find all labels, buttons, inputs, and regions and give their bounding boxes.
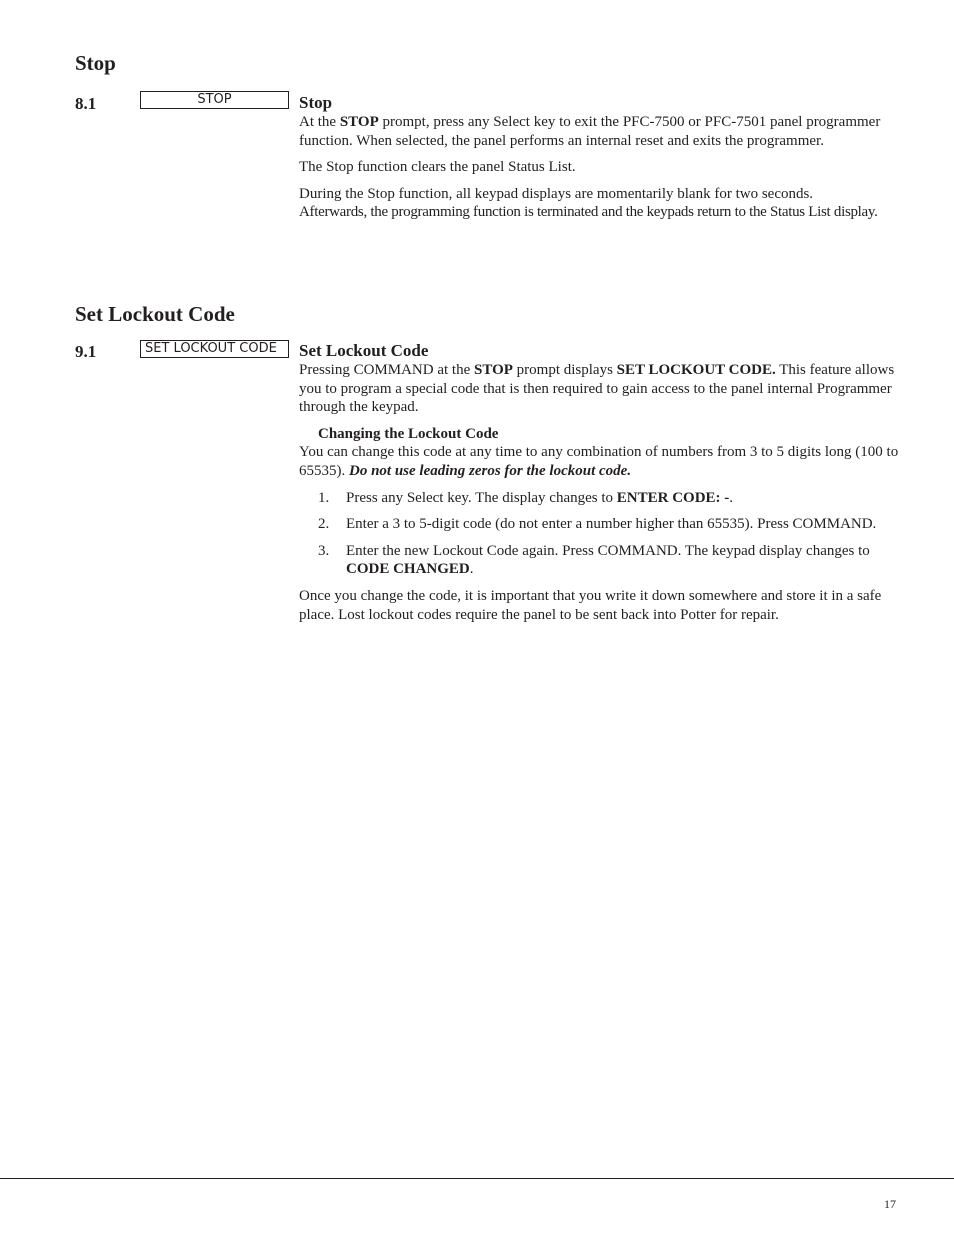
section-number-8-1: 8.1 <box>75 94 97 113</box>
lockout-paragraph-2: You can change this code at any time to any combination of numbers from 3 to 5 digits long (100 to 65535). Do not use leading zeros for the lockout code. <box>299 444 899 479</box>
section-heading-set-lockout-code: Set Lockout Code <box>75 302 235 326</box>
footer-rule <box>0 1178 954 1179</box>
keypad-display-stop: STOP <box>140 91 289 109</box>
lockout-paragraph-3: Once you change the code, it is important that you write it down somewhere and store it in a safe place. Lost lockout codes require the panel to be sent back into Potter for repair. <box>299 587 882 623</box>
subsection-title-set-lockout-code: Set Lockout Code <box>299 341 429 360</box>
subsection-title-stop: Stop <box>299 93 333 112</box>
section-body-set-lockout-code <box>299 342 904 632</box>
page-number: 17 <box>884 1197 896 1211</box>
lockout-steps-list <box>299 489 904 579</box>
keypad-display-set-lockout-code: SET LOCKOUT CODE <box>140 340 289 358</box>
section-body-stop <box>299 94 904 230</box>
section-heading-stop: Stop <box>75 51 116 75</box>
lockout-paragraph-1: Pressing COMMAND at the STOP prompt displays SET LOCKOUT CODE. This feature allows you to program a special code that is then required to gain access to the panel internal Programmer through the keypad. <box>299 362 895 416</box>
list-item: 2. Enter a 3 to 5-digit code (do not enter a number higher than 65535). Press COMMAND. <box>318 516 877 533</box>
list-item: 1. Press any Select key. The display changes to ENTER CODE: -. <box>318 489 734 506</box>
stop-paragraph-3: During the Stop function, all keypad displays are momentarily blank for two seconds. Afterwards, the programming function is terminated and the keypads return to the Status List display. <box>299 185 878 221</box>
subheading-changing-lockout-code: Changing the Lockout Code <box>318 425 499 442</box>
stop-paragraph-2: The Stop function clears the panel Status List. <box>299 159 576 176</box>
list-item: 3. Enter the new Lockout Code again. Press COMMAND. The keypad display changes to CODE CHANGED. <box>318 542 870 578</box>
stop-paragraph-1: At the STOP prompt, press any Select key to exit the PFC-7500 or PFC-7501 panel programmer function. When selected, the panel performs an internal reset and exits the programmer. <box>299 114 881 149</box>
section-number-9-1: 9.1 <box>75 342 97 361</box>
